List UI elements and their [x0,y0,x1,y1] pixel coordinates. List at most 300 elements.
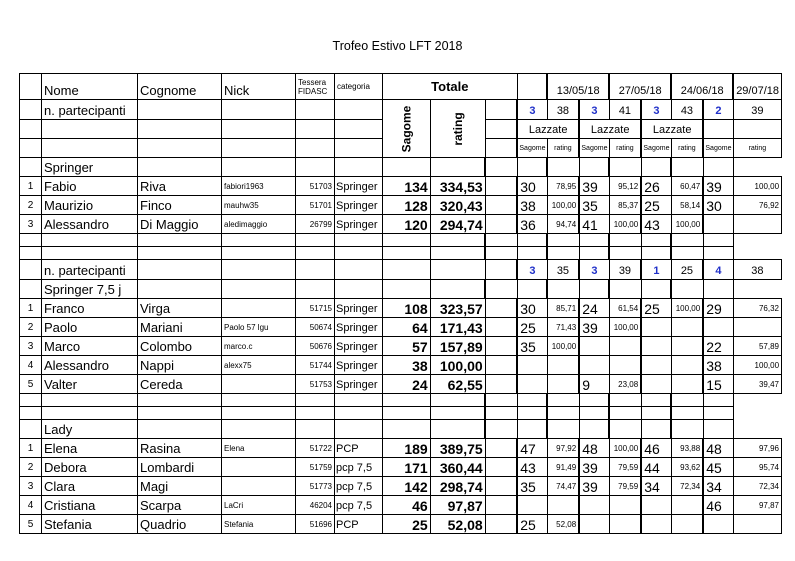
empty-cell [547,407,579,420]
cell [296,260,335,280]
event-sagome: 26 [641,177,671,196]
total-sagome-cell: 171 [383,458,431,477]
empty-cell [547,247,579,260]
subheader-rating: rating [609,139,641,158]
cell [485,196,517,215]
tessera-cell: 46204 [296,496,335,515]
cell [485,496,517,515]
subheader-sagome: Sagome [517,139,547,158]
cell [430,280,485,299]
event-sagome: 34 [641,477,671,496]
header-nick: Nick [222,74,296,100]
cell [703,280,733,299]
participant-count: 1 [641,260,671,280]
total-rating-cell: 389,75 [430,439,485,458]
max-sagome: 38 [733,260,781,280]
event-rating [547,375,579,394]
empty-cell [222,247,296,260]
categoria-cell: PCP [335,439,383,458]
event-rating [609,356,641,375]
row-index: 1 [20,299,42,318]
empty-cell [609,247,641,260]
empty-cell [383,407,431,420]
event-rating: 76,32 [733,299,781,318]
empty-cell [430,394,485,407]
total-rating-cell: 334,53 [430,177,485,196]
empty-cell [335,407,383,420]
cell [296,420,335,439]
participant-count: 3 [579,100,609,120]
participants-label: n. partecipanti [42,100,138,120]
empty-cell [383,247,431,260]
empty-cell [42,394,138,407]
event-rating: 61,54 [609,299,641,318]
event-sagome [641,337,671,356]
categoria-cell: Springer [335,375,383,394]
cell [383,280,431,299]
cell [485,158,517,177]
event-sagome: 46 [703,496,733,515]
event-rating: 71,43 [547,318,579,337]
event-rating: 100,00 [733,177,781,196]
row-index [20,139,42,158]
empty-cell [335,234,383,247]
cell [138,139,222,158]
event-sagome [517,375,547,394]
categoria-cell: pcp 7,5 [335,496,383,515]
cell [138,260,222,280]
cognome-cell: Mariani [138,318,222,337]
row-index: 3 [20,477,42,496]
empty-cell [579,234,609,247]
event-sagome [641,496,671,515]
event-rating: 100,00 [547,337,579,356]
cell [138,158,222,177]
nome-cell: Alessandro [42,356,138,375]
row-index [20,120,42,139]
header-nome: Nome [42,74,138,100]
tessera-cell: 50676 [296,337,335,356]
location-label: Lazzate [641,120,703,139]
nick-cell: mauhw35 [222,196,296,215]
empty-cell [517,234,547,247]
nome-cell: Franco [42,299,138,318]
cell [547,280,579,299]
cell [485,280,517,299]
participants-label: n. partecipanti [42,260,138,280]
max-sagome: 39 [733,100,781,120]
empty-cell [641,247,671,260]
tessera-cell: 51703 [296,177,335,196]
subheader-sagome: Sagome [703,139,733,158]
row-index [20,100,42,120]
empty-cell [641,394,671,407]
event-rating: 85,37 [609,196,641,215]
event-rating: 100,00 [671,215,703,234]
event-sagome: 25 [641,196,671,215]
cell [383,260,431,280]
cell [485,337,517,356]
nome-cell: Alessandro [42,215,138,234]
nome-cell: Maurizio [42,196,138,215]
header-categoria: categoria [335,74,383,100]
cell [296,280,335,299]
cell [222,100,296,120]
event-sagome: 43 [517,458,547,477]
event-rating: 93,62 [671,458,703,477]
empty-cell [517,394,547,407]
event-rating: 74,47 [547,477,579,496]
cell [335,280,383,299]
nick-cell: fabiori1963 [222,177,296,196]
cell [703,420,733,439]
cell [335,139,383,158]
cell [383,158,431,177]
event-rating [609,337,641,356]
empty-cell [671,407,703,420]
event-sagome: 30 [703,196,733,215]
row-index: 2 [20,318,42,337]
max-sagome: 35 [547,260,579,280]
cell [703,120,733,139]
event-rating: 60,47 [671,177,703,196]
cell [733,120,781,139]
event-rating: 91,49 [547,458,579,477]
empty-cell [296,234,335,247]
event-sagome: 35 [517,337,547,356]
max-sagome: 25 [671,260,703,280]
cell [335,420,383,439]
page-title: Trofeo Estivo LFT 2018 [332,39,463,53]
cell [222,158,296,177]
cell [296,139,335,158]
event-sagome [641,318,671,337]
event-sagome: 29 [703,299,733,318]
participant-count: 3 [641,100,671,120]
event-sagome [579,337,609,356]
empty-cell [547,234,579,247]
empty-cell [138,394,222,407]
nick-cell: LaCri [222,496,296,515]
row-index: 3 [20,215,42,234]
empty-cell [296,394,335,407]
cell [485,515,517,534]
empty-cell [20,394,42,407]
event-sagome: 30 [517,299,547,318]
empty-cell [579,394,609,407]
subheader-rating: rating [547,139,579,158]
event-rating [609,515,641,534]
cognome-cell: Rasina [138,439,222,458]
nick-cell [222,458,296,477]
cell [517,420,547,439]
nome-cell: Debora [42,458,138,477]
empty-cell [703,394,733,407]
row-index-header [20,74,42,100]
event-rating: 100,00 [609,215,641,234]
categoria-cell: pcp 7,5 [335,477,383,496]
event-rating [733,318,781,337]
cell [671,420,703,439]
event-rating [671,318,703,337]
tessera-cell: 51773 [296,477,335,496]
event-sagome: 39 [579,458,609,477]
nick-cell [222,299,296,318]
event-sagome: 39 [579,477,609,496]
cell [485,439,517,458]
total-sagome-cell: 46 [383,496,431,515]
event-sagome [579,496,609,515]
cell [485,375,517,394]
event-sagome: 30 [517,177,547,196]
header-tessera: Tessera FIDASC [296,74,335,100]
cell [138,280,222,299]
event-sagome [579,515,609,534]
section-title: Springer [42,158,138,177]
sagome-label: Sagome [399,105,414,152]
event-rating: 97,96 [733,439,781,458]
empty-cell [485,394,517,407]
cell [138,100,222,120]
total-rating-cell: 62,55 [430,375,485,394]
cell [671,158,703,177]
cell [222,139,296,158]
total-rating-cell: 294,74 [430,215,485,234]
cell [222,420,296,439]
total-sagome-cell: 108 [383,299,431,318]
rating-label: rating [450,111,465,146]
row-index: 1 [20,439,42,458]
cell [485,215,517,234]
empty-cell [296,247,335,260]
section-title: Springer 7,5 j [42,280,138,299]
event-sagome: 15 [703,375,733,394]
event-sagome [703,318,733,337]
event-sagome: 9 [579,375,609,394]
cell [222,260,296,280]
empty-cell [485,234,517,247]
event-sagome [703,515,733,534]
empty-cell [430,407,485,420]
cell [296,120,335,139]
categoria-cell: PCP [335,515,383,534]
cell [430,420,485,439]
event-sagome [703,215,733,234]
event-sagome: 36 [517,215,547,234]
event-sagome: 25 [517,515,547,534]
nick-cell: alexx75 [222,356,296,375]
nome-cell: Marco [42,337,138,356]
cell [430,260,485,280]
row-index [20,260,42,280]
empty-cell [296,407,335,420]
nick-cell [222,375,296,394]
nick-cell: Paolo 57 lgu [222,318,296,337]
nick-cell: marco.c [222,337,296,356]
empty-cell [641,407,671,420]
event-sagome: 46 [641,439,671,458]
event-rating: 100,00 [609,439,641,458]
event-rating [671,496,703,515]
cell [485,458,517,477]
row-index: 5 [20,515,42,534]
empty-cell [485,247,517,260]
cognome-cell: Colombo [138,337,222,356]
event-rating: 100,00 [609,318,641,337]
empty-cell [579,247,609,260]
event-sagome [517,496,547,515]
cognome-cell: Magi [138,477,222,496]
event-sagome: 35 [517,477,547,496]
nick-cell: aledimaggio [222,215,296,234]
event-sagome: 25 [641,299,671,318]
nick-cell: Elena [222,439,296,458]
event-sagome: 45 [703,458,733,477]
cognome-cell: Quadrio [138,515,222,534]
header-empty [517,74,547,100]
empty-cell [20,407,42,420]
categoria-cell: Springer [335,196,383,215]
cognome-cell: Lombardi [138,458,222,477]
event-sagome [517,356,547,375]
cell [383,420,431,439]
header-date: 24/06/18 [671,74,733,100]
cell [579,280,609,299]
event-rating [609,496,641,515]
event-sagome [641,515,671,534]
cognome-cell: Finco [138,196,222,215]
total-rating-cell: 298,74 [430,477,485,496]
cell [641,280,671,299]
row-index: 5 [20,375,42,394]
event-rating: 93,88 [671,439,703,458]
empty-cell [671,394,703,407]
max-sagome: 38 [547,100,579,120]
subheader-sagome: Sagome [641,139,671,158]
event-rating: 100,00 [733,356,781,375]
event-sagome: 24 [579,299,609,318]
row-index: 1 [20,177,42,196]
cell [222,280,296,299]
total-sagome-cell: 128 [383,196,431,215]
cell [485,139,517,158]
participant-count: 2 [703,100,733,120]
tessera-cell: 51759 [296,458,335,477]
event-rating [671,337,703,356]
cell [485,260,517,280]
cell [547,158,579,177]
row-index: 4 [20,356,42,375]
cognome-cell: Scarpa [138,496,222,515]
cell [485,420,517,439]
empty-cell [609,234,641,247]
empty-cell [517,247,547,260]
empty-cell [703,234,733,247]
cognome-cell: Riva [138,177,222,196]
empty-cell [222,234,296,247]
event-sagome: 44 [641,458,671,477]
header-cognome: Cognome [138,74,222,100]
header-totale: Totale [383,74,518,100]
cell [138,120,222,139]
categoria-cell: Springer [335,299,383,318]
empty-cell [641,234,671,247]
empty-cell [42,407,138,420]
cell [517,280,547,299]
location-label: Lazzate [579,120,641,139]
cell [485,356,517,375]
empty-cell [703,247,733,260]
total-sagome-cell: 38 [383,356,431,375]
empty-cell [138,407,222,420]
cognome-cell: Cereda [138,375,222,394]
empty-cell [517,407,547,420]
cell [641,158,671,177]
header-sagome-vertical [383,100,431,158]
event-rating [547,356,579,375]
empty-cell [20,247,42,260]
cognome-cell: Nappi [138,356,222,375]
event-rating: 97,87 [733,496,781,515]
nick-cell: Stefania [222,515,296,534]
event-rating: 23,08 [609,375,641,394]
cell [485,177,517,196]
empty-cell [609,394,641,407]
nome-cell: Cristiana [42,496,138,515]
cell [579,420,609,439]
event-rating: 94,74 [547,215,579,234]
tessera-cell: 51753 [296,375,335,394]
event-sagome: 34 [703,477,733,496]
cell [579,158,609,177]
participant-count: 3 [579,260,609,280]
total-rating-cell: 360,44 [430,458,485,477]
cell [609,420,641,439]
event-sagome: 25 [517,318,547,337]
cell [335,120,383,139]
row-index [20,158,42,177]
empty-cell [42,247,138,260]
total-sagome-cell: 189 [383,439,431,458]
cell [703,158,733,177]
cell [296,158,335,177]
cell [296,100,335,120]
event-sagome [641,356,671,375]
total-rating-cell: 97,87 [430,496,485,515]
event-rating: 78,95 [547,177,579,196]
location-label: Lazzate [517,120,579,139]
event-rating: 85,71 [547,299,579,318]
cell [485,477,517,496]
tessera-cell: 51744 [296,356,335,375]
cell [42,139,138,158]
header-rating-vertical [430,100,485,158]
total-sagome-cell: 24 [383,375,431,394]
total-rating-cell: 323,57 [430,299,485,318]
section-title: Lady [42,420,138,439]
cell [609,158,641,177]
header-date: 27/05/18 [609,74,671,100]
event-sagome: 35 [579,196,609,215]
cell [485,100,517,120]
subheader-sagome: Sagome [579,139,609,158]
total-rating-cell: 52,08 [430,515,485,534]
max-sagome: 41 [609,100,641,120]
cell [485,299,517,318]
cell [335,158,383,177]
nome-cell: Clara [42,477,138,496]
row-index: 3 [20,337,42,356]
